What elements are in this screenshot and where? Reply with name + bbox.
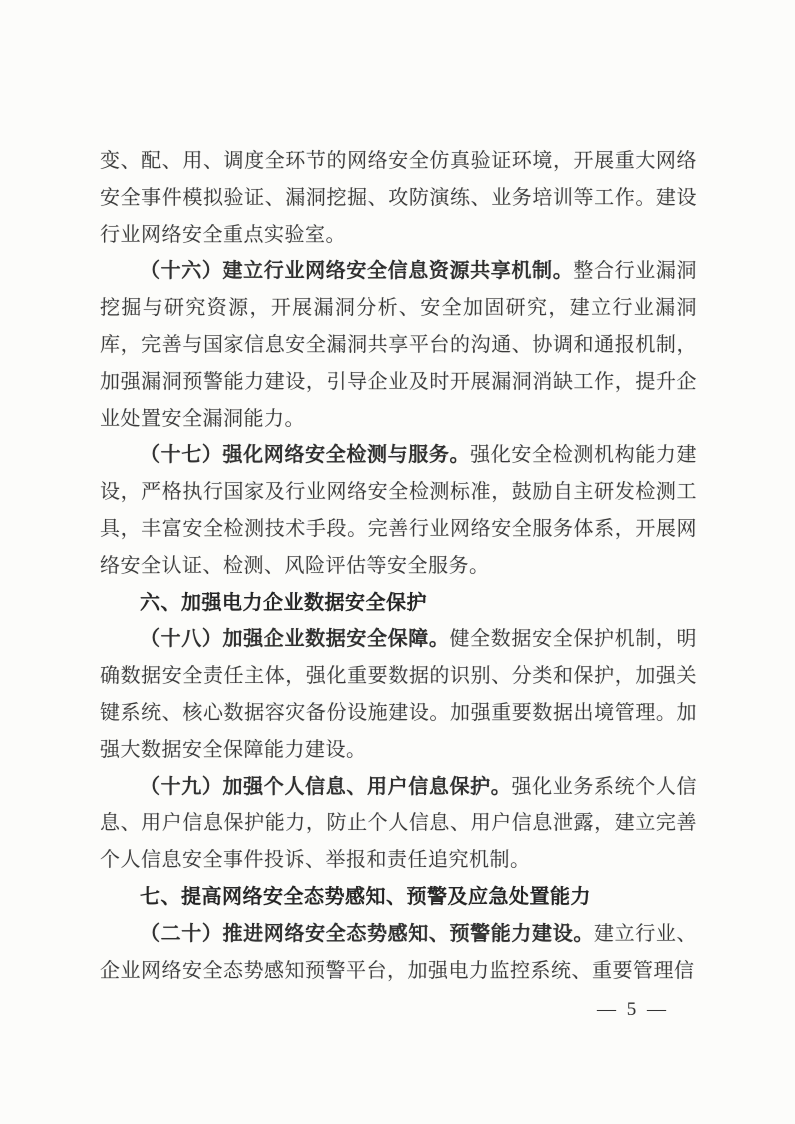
section-heading-6: 六、加强电力企业数据安全保护 (140, 591, 427, 614)
paragraph-item-20 (100, 916, 697, 990)
paragraph-text: 建立行业、企业网络安全态势感知预警平台，加强电力监控系统、重要管理信 (100, 922, 698, 982)
section-heading-7: 七、提高网络安全态势感知、预警及应急处置能力 (140, 885, 591, 908)
page-number: — 5 — (597, 999, 669, 1020)
item-lead: （十六）建立行业网络安全信息资源共享机制。 (140, 260, 574, 283)
paragraph-text: 强化业务系统个人信息、用户信息保护能力，防止个人信息、用户信息泄露，建立完善个人信息安全事件投诉、举报和责任追究机制。 (100, 775, 698, 872)
paragraph-item-16 (100, 253, 697, 437)
paragraph-item-18 (100, 621, 697, 768)
paragraph-item-19 (100, 769, 697, 879)
item-lead: （十八）加强企业数据安全保障。 (140, 628, 450, 651)
item-lead: （十九）加强个人信息、用户信息保护。 (140, 775, 512, 798)
item-lead: （十七）强化网络安全检测与服务。 (140, 444, 471, 467)
paragraph-text: 强化安全检测机构能力建设，严格执行国家及行业网络安全检测标准，鼓励自主研发检测工具，丰富安全检测技术手段。完善行业网络安全服务体系，开展网络安全认证、检测、风险评估等安全服务。 (100, 444, 698, 577)
paragraph-text: 变、配、用、调度全环节的网络安全仿真验证环境，开展重大网络安全事件模拟验证、漏洞挖掘、攻防演练、业务培训等工作。建设行业网络安全重点实验室。 (100, 150, 697, 246)
paragraph-text: 健全数据安全保护机制，明确数据安全责任主体，强化重要数据的识别、分类和保护，加强关键系统、核心数据容灾备份设施建设。加强重要数据出境管理。加强大数据安全保障能力建设。 (100, 628, 698, 761)
paragraph-continuation (100, 143, 697, 253)
paragraph-item-17 (100, 437, 697, 584)
document-body (100, 143, 697, 989)
paragraph-text: 整合行业漏洞挖掘与研究资源，开展漏洞分析、安全加固研究，建立行业漏洞库，完善与国家信息安全漏洞共享平台的沟通、协调和通报机制，加强漏洞预警能力建设，引导企业及时开展漏洞消缺工作，提升企业处置安全漏洞能力。 (100, 260, 698, 430)
item-lead: （二十）推进网络安全态势感知、预警能力建设。 (140, 922, 594, 945)
